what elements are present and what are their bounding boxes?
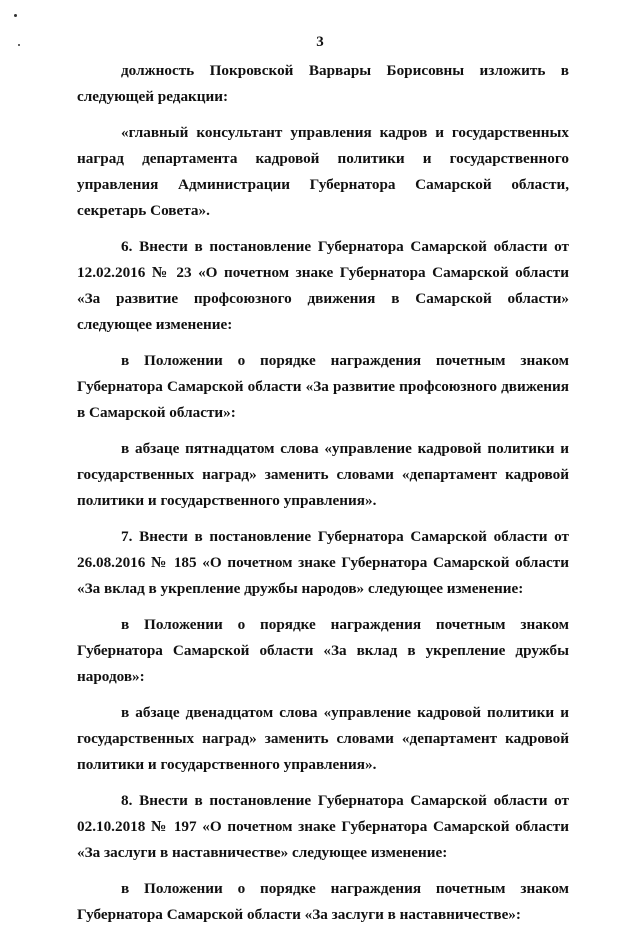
- paragraph-7: в Положении о порядке награждения почетным знаком Губернатора Самарской области «За вклад в укрепление дружбы народов»:: [77, 616, 569, 685]
- paragraph-10: в Положении о порядке награждения почетным знаком Губернатора Самарской области «За заслуги в наставничестве»:: [77, 880, 569, 923]
- scan-speck: [14, 14, 17, 17]
- paragraph-9: 8. Внести в постановление Губернатора Самарской области от 02.10.2018 № 197 «О почетном знаке Губернатора Самарской области «За заслуги в наставничестве» следующее изменение:: [77, 792, 569, 861]
- document-body: [77, 58, 569, 938]
- page-number: 3: [316, 34, 324, 50]
- paragraph-6: 7. Внести в постановление Губернатора Самарской области от 26.08.2016 № 185 «О почетном знаке Губернатора Самарской области «За вклад в укрепление дружбы народов» следующее изменение:: [77, 528, 569, 597]
- paragraph-1: должность Покровской Варвары Борисовны изложить в следующей редакции:: [77, 62, 569, 105]
- paragraph-4: в Положении о порядке награждения почетным знаком Губернатора Самарской области «За развитие профсоюзного движения в Самарской области»:: [77, 352, 569, 421]
- paragraph-5: в абзаце пятнадцатом слова «управление кадровой политики и государственных наград» заменить словами «департамент кадровой политики и государственного управления».: [77, 440, 569, 509]
- paragraph-2: «главный консультант управления кадров и государственных наград департамента кадровой политики и государственного управления Администрации Губернатора Самарской области, секретарь Совета».: [77, 124, 569, 219]
- paragraph-8: в абзаце двенадцатом слова «управление кадровой политики и государственных наград» заменить словами «департамент кадровой политики и государственного управления».: [77, 704, 569, 773]
- paragraph-3: 6. Внести в постановление Губернатора Самарской области от 12.02.2016 № 23 «О почетном знаке Губернатора Самарской области «За развитие профсоюзного движения в Самарской области» следующее изменение:: [77, 238, 569, 333]
